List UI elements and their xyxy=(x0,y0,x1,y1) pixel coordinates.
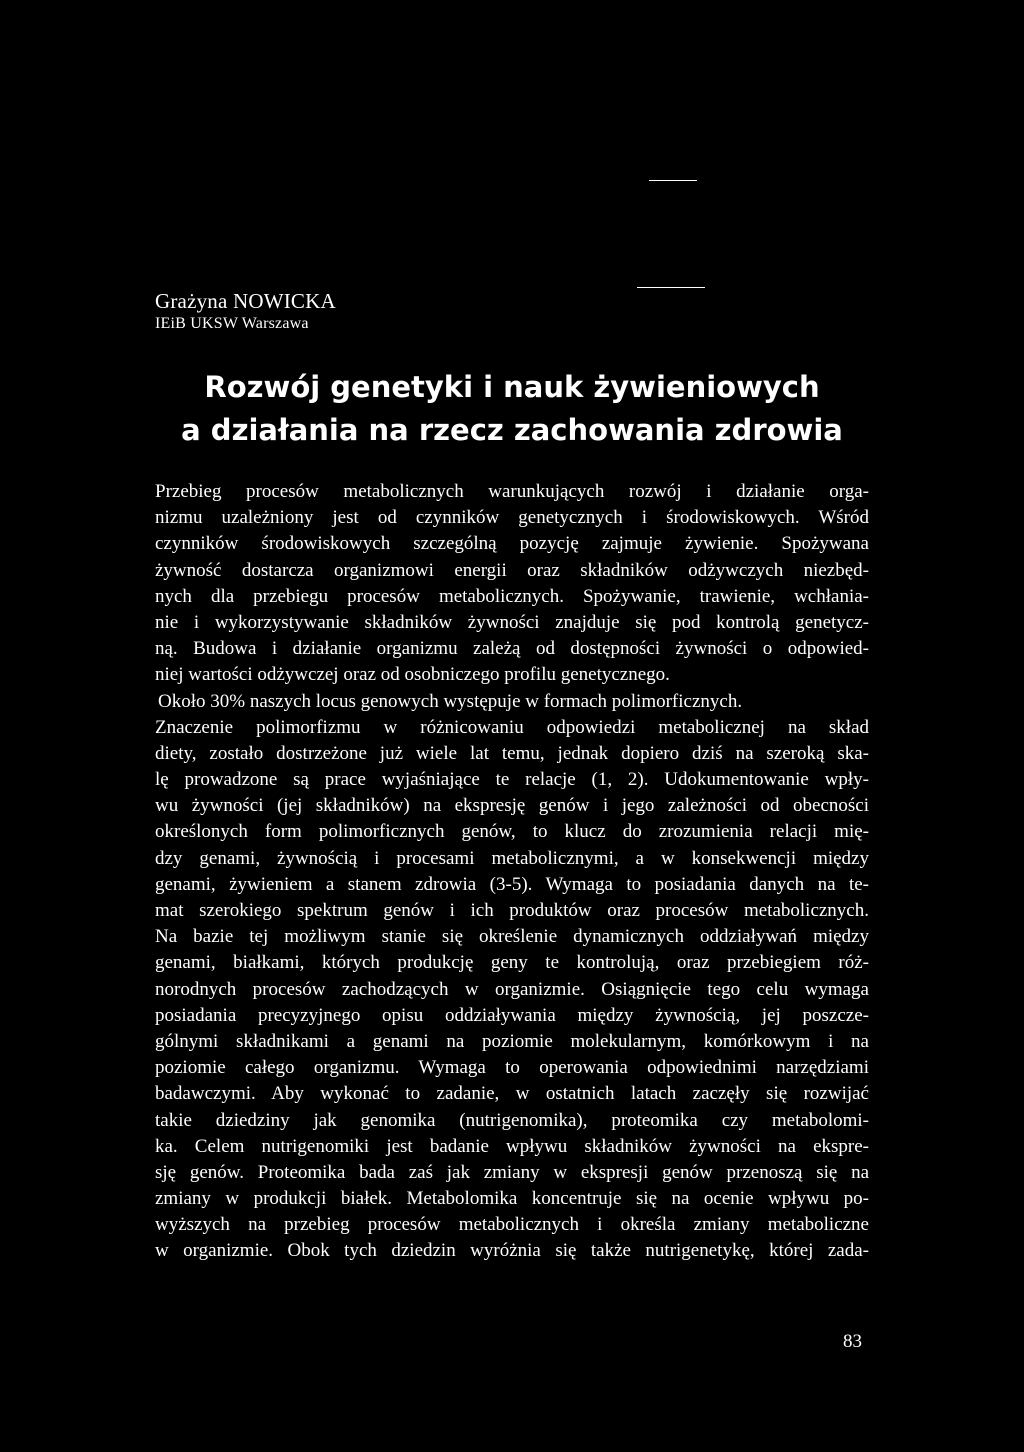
body-line: norodnych procesów zachodzących w organizmie. Osiągnięcie tego celu wymaga xyxy=(155,978,869,1000)
top-decorative-rule xyxy=(649,180,697,181)
body-line: nych dla przebiegu procesów metabolicznych. Spożywanie, trawienie, wchłania- xyxy=(155,585,869,607)
article-body xyxy=(155,479,869,1265)
author-block xyxy=(155,288,336,334)
body-line: żywność dostarcza organizmowi energii oraz składników odżywczych niezbęd- xyxy=(155,559,869,581)
body-line: niej wartości odżywczej oraz od osobniczego profilu genetycznego. xyxy=(155,664,670,686)
author-decorative-rule xyxy=(637,287,705,288)
body-line: posiadania precyzyjnego opisu oddziaływania między żywnością, jej poszcze- xyxy=(155,1004,869,1026)
body-line: wyższych na przebieg procesów metabolicznych i określa zmiany metaboliczne xyxy=(155,1214,869,1236)
body-line: badawczymi. Aby wykonać to zadanie, w ostatnich latach zaczęły się rozwijać xyxy=(155,1083,869,1105)
author-affiliation: IEiB UKSW Warszawa xyxy=(155,315,309,332)
body-line: diety, zostało dostrzeżone już wiele lat temu, jednak dopiero dziś na szeroką ska- xyxy=(155,742,869,764)
body-line: ną. Budowa i działanie organizmu zależą od dostępności żywności o odpowied- xyxy=(155,638,869,660)
body-line: Na bazie tej możliwym stanie się określenie dynamicznych oddziaływań między xyxy=(155,926,869,948)
author-name: Grażyna NOWICKA xyxy=(155,289,336,313)
body-line: Około 30% naszych locus genowych występuje w formach polimorficznych. xyxy=(158,690,743,712)
title-line: a działania na rzecz zachowania zdrowia xyxy=(181,413,843,447)
body-line: ka. Celem nutrigenomiki jest badanie wpływu składników żywności na ekspre- xyxy=(155,1135,869,1157)
body-line: poziomie całego organizmu. Wymaga to operowania odpowiednimi narzędziami xyxy=(155,1057,869,1079)
body-line: sję genów. Proteomika bada zaś jak zmiany w ekspresji genów przenoszą się na xyxy=(155,1161,869,1183)
body-line: Znaczenie polimorfizmu w różnicowaniu odpowiedzi metabolicznej na skład xyxy=(155,716,869,738)
body-line: genami, białkami, których produkcję geny te kontrolują, oraz przebiegiem róż- xyxy=(155,952,869,974)
body-line: określonych form polimorficznych genów, to klucz do zrozumienia relacji mię- xyxy=(155,821,869,843)
body-line: takie dziedziny jak genomika (nutrigenomika), proteomika czy metabolomi- xyxy=(155,1109,869,1131)
body-line: nizmu uzależniony jest od czynników genetycznych i środowiskowych. Wśród xyxy=(155,507,869,529)
body-line: wu żywności (jej składników) na ekspresję genów i jego zależności od obecności xyxy=(155,795,869,817)
body-line: Przebieg procesów metabolicznych warunkujących rozwój i działanie orga- xyxy=(155,481,869,502)
body-line: lę prowadzone są prace wyjaśniające te relacje (1, 2). Udokumentowanie wpły- xyxy=(155,769,869,791)
title-line: Rozwój genetyki i nauk żywieniowych xyxy=(204,370,820,404)
body-line: nie i wykorzystywanie składników żywności znajduje się pod kontrolą genetycz- xyxy=(155,611,869,633)
page-number: 83 xyxy=(843,1331,862,1352)
body-line: dzy genami, żywnością i procesami metabolicznymi, a w konsekwencji między xyxy=(155,847,869,869)
body-line: czynników środowiskowych szczególną pozycję zajmuje żywienie. Spożywana xyxy=(155,533,869,555)
body-line: zmiany w produkcji białek. Metabolomika koncentruje się na ocenie wpływu po- xyxy=(155,1188,869,1210)
body-line: gólnymi składnikami a genami na poziomie molekularnym, komórkowym i na xyxy=(155,1030,869,1052)
body-line: mat szerokiego spektrum genów i ich produktów oraz procesów metabolicznych. xyxy=(155,900,869,921)
body-line: genami, żywieniem a stanem zdrowia (3-5). Wymaga to posiadania danych na te- xyxy=(155,873,869,895)
article-title xyxy=(0,366,1024,452)
body-line: w organizmie. Obok tych dziedzin wyróżnia się także nutrigenetykę, której zada- xyxy=(155,1240,869,1262)
